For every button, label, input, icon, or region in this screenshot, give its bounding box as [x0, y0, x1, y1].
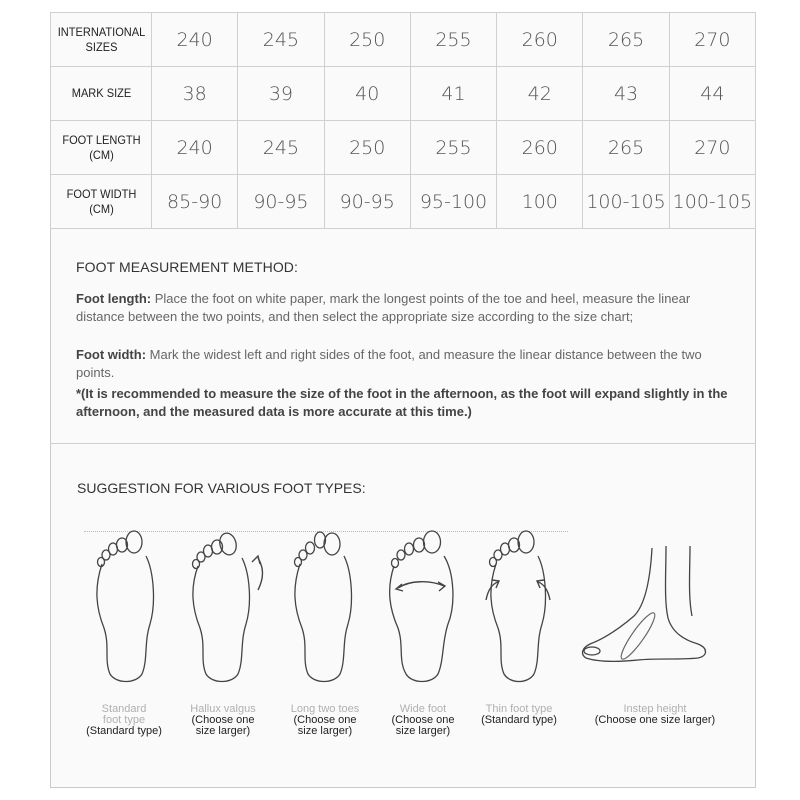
size-cell: 38: [152, 67, 238, 121]
foot-type-name: Instep height: [623, 703, 687, 715]
size-cell: 250: [324, 121, 410, 175]
size-cell: 240: [152, 121, 238, 175]
size-cell: 255: [410, 121, 496, 175]
row-header: MARK SIZE: [55, 67, 148, 121]
foot-type-caption: [585, 704, 725, 726]
size-cell: 39: [238, 67, 324, 121]
long-two-toes-foot-icon: [290, 528, 356, 684]
size-cell: 240: [152, 13, 238, 67]
foot-type-advice: size larger): [195, 725, 251, 737]
foot-type-name: Wide foot: [399, 703, 447, 715]
foot-type-name-line2: foot type: [102, 714, 146, 726]
foot-type-name: Long two toes: [290, 703, 360, 715]
foot-width-paragraph: [76, 346, 741, 381]
size-cell: 250: [324, 13, 410, 67]
row-header: FOOT WIDTH (CM): [55, 175, 148, 229]
foot-type-advice: size larger): [297, 725, 353, 737]
foot-type-name: Hallux valgus: [190, 703, 256, 715]
size-cell: 100-105: [583, 175, 669, 229]
size-cell: 270: [669, 121, 755, 175]
foot-type-advice: (Choose one size larger): [594, 714, 716, 726]
size-cell: 90-95: [324, 175, 410, 229]
size-cell: 100: [497, 175, 583, 229]
foot-width-text: Mark the widest left and right sides of the foot, and measure the linear distance between the two points.: [76, 347, 702, 380]
size-cell: 265: [583, 121, 669, 175]
size-cell: 260: [497, 121, 583, 175]
instep-height-foot-icon: [578, 544, 716, 672]
size-cell: 44: [669, 67, 755, 121]
suggestion-title: SUGGESTION FOR VARIOUS FOOT TYPES:: [77, 480, 366, 496]
size-cell: 265: [583, 13, 669, 67]
foot-type-advice: size larger): [395, 725, 451, 737]
measurement-title: FOOT MEASUREMENT METHOD:: [76, 259, 299, 275]
size-cell: 245: [238, 13, 324, 67]
wide-foot-icon: [386, 528, 458, 684]
foot-width-label: Foot width:: [76, 347, 147, 362]
size-cell: 255: [410, 13, 496, 67]
thin-foot-icon: [482, 528, 554, 684]
foot-type-advice: (Choose one: [191, 714, 255, 726]
row-header: INTERNATIONAL SIZES: [55, 13, 148, 67]
foot-type-advice: (Standard type): [481, 714, 557, 726]
size-cell: 270: [669, 13, 755, 67]
measurement-note: *(It is recommended to measure the size of the foot in the afternoon, as the foot will expand slightly in the afternoon, and the measured data is more accurate at this time.): [76, 386, 728, 419]
size-cell: 43: [583, 67, 669, 121]
size-cell: 90-95: [238, 175, 324, 229]
foot-type-advice: (Standard type): [86, 725, 162, 737]
foot-length-label: Foot length:: [76, 291, 152, 306]
foot-type-name: Standard: [101, 703, 147, 715]
size-cell: 100-105: [669, 175, 755, 229]
standard-foot-icon: [92, 528, 158, 684]
foot-length-text: Place the foot on white paper, mark the longest points of the toe and heel, measure the linear distance between the two points, and then select the appropriate size according to the size chart;: [76, 291, 691, 324]
size-cell: 42: [497, 67, 583, 121]
size-cell: 260: [497, 13, 583, 67]
size-cell: 40: [324, 67, 410, 121]
foot-type-caption: [449, 704, 589, 726]
size-cell: 245: [238, 121, 324, 175]
foot-length-paragraph: [76, 290, 741, 325]
foot-type-advice: (Choose one: [293, 714, 357, 726]
hallux-valgus-foot-icon: [188, 528, 270, 684]
foot-type-advice: (Choose one: [391, 714, 455, 726]
row-header: FOOT LENGTH (CM): [55, 121, 148, 175]
size-cell: 95-100: [410, 175, 496, 229]
size-cell: 85-90: [152, 175, 238, 229]
foot-type-name: Thin foot type: [485, 703, 553, 715]
size-cell: 41: [410, 67, 496, 121]
